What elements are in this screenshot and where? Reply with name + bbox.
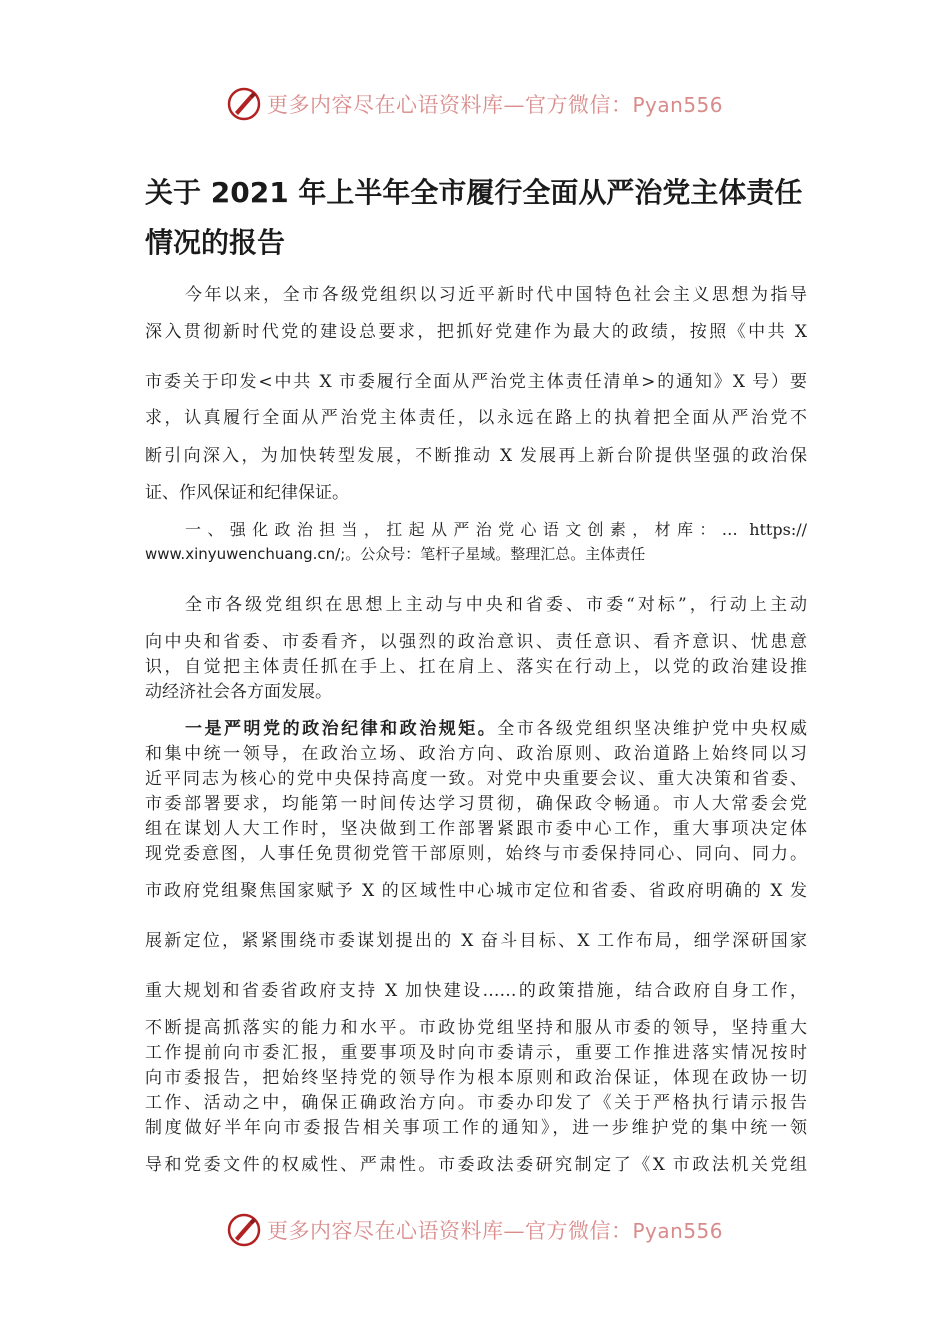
text-line: 重大规划和省委省政府支持 X 加快建设……的政策措施，结合政府自身工作， — [145, 981, 807, 1001]
text-line: 动经济社会各方面发展。 — [145, 682, 332, 702]
text-line: 市委部署要求，均能第一时间传达学习贯彻，确保政令畅通。市人大常委会党 — [145, 794, 807, 814]
wechat-id: Pyan556 — [632, 1219, 723, 1243]
text-line: 识，自觉把主体责任抓在手上、扛在肩上、落实在行动上，以党的政治建设推 — [145, 657, 807, 677]
text-line: 组在谋划人大工作时，坚决做到工作部署紧跟市委中心工作，重大事项决定体 — [145, 819, 807, 839]
header-banner — [0, 84, 950, 124]
text-line: 证、作风保证和纪律保证。 — [145, 483, 349, 503]
text-line: 市委关于印发<中共 X 市委履行全面从严治党主体责任清单>的通知》X 号）要 — [145, 372, 807, 392]
title-line-1: 关于 2021 年上半年全市履行全面从严治党主体责任 — [145, 176, 803, 209]
text-line: 市政府党组聚焦国家赋予 X 的区域性中心城市定位和省委、省政府明确的 X 发 — [145, 881, 807, 901]
text-line: 向市委报告，把始终坚持党的领导作为根本原则和政治保证，体现在政协一切 — [145, 1068, 807, 1088]
text-line: 现党委意图，人事任免贯彻党管干部原则，始终与市委保持同心、同向、同力。 — [145, 844, 807, 864]
text-line: 今年以来，全市各级党组织以习近平新时代中国特色社会主义思想为指导 — [185, 285, 807, 305]
text-line: 不断提高抓落实的能力和水平。市政协党组坚持和服从市委的领导，坚持重大 — [145, 1018, 807, 1038]
title-line-2: 情况的报告 — [145, 226, 286, 259]
text-line: 工作、活动之中，确保正确政治方向。市委办印发了《关于严格执行请示报告 — [145, 1093, 807, 1113]
text-line: 断引向深入，为加快转型发展，不断推动 X 发展再上新台阶提供坚强的政治保 — [145, 446, 807, 466]
banner-text: 更多内容尽在心语资料库—官方微信：Pyan556 — [266, 93, 723, 117]
pen-circle-logo-icon — [227, 87, 261, 121]
text-line: 工作提前向市委汇报，重要事项及时向市委请示，重要工作推进落实情况按时 — [145, 1043, 807, 1063]
footer-banner — [0, 1210, 950, 1250]
text-line: 导和党委文件的权威性、严肃性。市委政法委研究制定了《X 市政法机关党组 — [145, 1155, 807, 1175]
pen-circle-logo-icon — [227, 1213, 261, 1247]
section-heading-line: www.xinyuwenchuang.cn/;。公众号：笔杆子星域。整理汇总。主体责任 — [145, 545, 646, 563]
text-line: 近平同志为核心的党中央保持高度一致。对党中央重要会议、重大决策和省委、 — [145, 769, 807, 789]
text-line: 全市各级党组织在思想上主动与中央和省委、市委“对标”，行动上主动 — [185, 595, 807, 615]
text-line: 深入贯彻新时代党的建设总要求，把抓好党建作为最大的政绩，按照《中共 X — [145, 322, 807, 342]
text-line: 和集中统一领导，在政治立场、政治方向、政治原则、政治道路上始终同以习 — [145, 744, 807, 764]
section-heading-line: 一、强化政治担当，扛起从严治党心语文创素，材库：… https:// — [185, 520, 807, 539]
text-line: 求，认真履行全面从严治党主体责任，以永远在路上的执着把全面从严治党不 — [145, 408, 807, 428]
bold-lead: 一是严明党的政治纪律和政治规矩。 — [185, 719, 498, 739]
banner-text: 更多内容尽在心语资料库—官方微信：Pyan556 — [266, 1219, 723, 1243]
text-line: 制度做好半年向市委报告相关事项工作的通知》，进一步维护党的集中统一领 — [145, 1118, 807, 1138]
text-line: 向中央和省委、市委看齐，以强烈的政治意识、责任意识、看齐意识、忧患意 — [145, 632, 807, 652]
document-title — [145, 168, 815, 268]
text-line: 一是严明党的政治纪律和政治规矩。全市各级党组织坚决维护党中央权威 — [185, 719, 808, 739]
wechat-id: Pyan556 — [632, 93, 723, 117]
text-line: 展新定位，紧紧围绕市委谋划提出的 X 奋斗目标、X 工作布局，细学深研国家 — [145, 931, 807, 951]
